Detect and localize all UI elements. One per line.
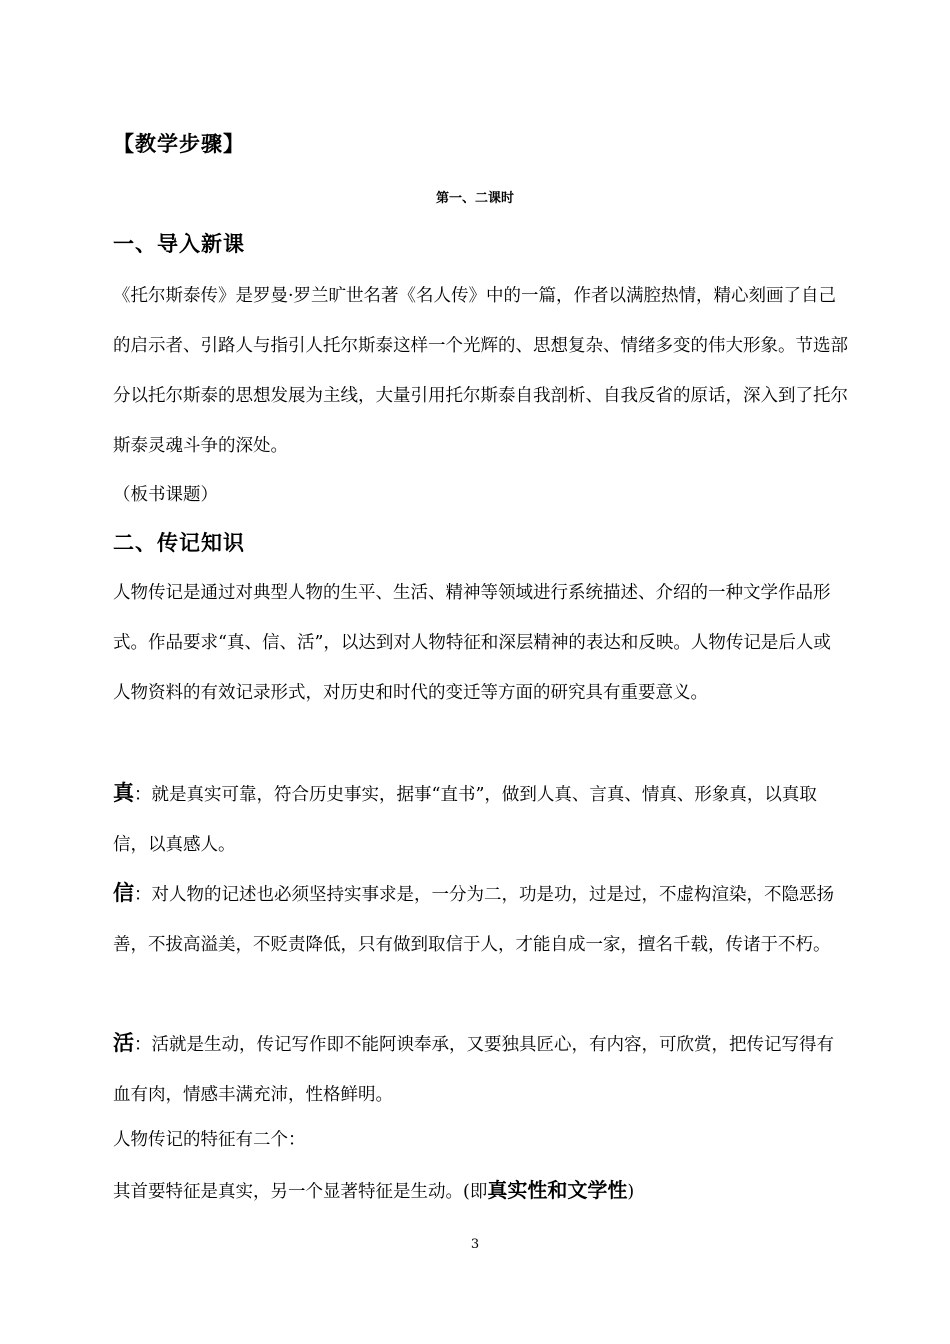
item-zhen [113,768,848,870]
item-huo-term: 活 [113,1031,134,1055]
item-xin-text: ：对人物的记述也必须坚持实事求是，一分为二，功是功，过是过，不虚构渲染，不隐恶扬善，不拔高溢美，不贬责降低，只有做到取信于人，才能自成一家，擅名千载，传诸于不朽。 [113,885,834,955]
features-line [113,1165,848,1217]
features-text: 其首要特征是真实，另一个显著特征是生动。(即 [113,1182,488,1202]
lesson-title: 第一、二课时 [435,191,514,206]
item-xin [113,868,848,970]
features-emphasis: 真实性和文学性 [487,1178,628,1202]
features-intro: 人物传记的特征有二个： [113,1130,306,1150]
part1-body: 《托尔斯泰传》是罗曼·罗兰旷世名著《名人传》中的一篇，作者以满腔热情，精心刻画了自己的启示者、引路人与指引人托尔斯泰这样一个光辉的、思想复杂、情绪多变的伟大形象。节选部分以托尔斯泰的思想发展为主线，大量引用托尔斯泰自我剖析、自我反省的原话，深入到了托尔斯泰灵魂斗争的深处。 [113,286,848,456]
section-label: 【教学步骤】 [113,132,245,156]
features-close: ) [627,1182,635,1202]
part2-heading: 二、传记知识 [113,531,245,555]
item-huo [113,1018,848,1120]
part1-note: （板书课题） [113,485,218,505]
part2-intro: 人物传记是通过对典型人物的生平、生活、精神等领域进行系统描述、介绍的一种文学作品形式。作品要求“真、信、活”，以达到对人物特征和深层精神的表达和反映。人物传记是后人或人物资料的有效记录形式，对历史和时代的变迁等方面的研究具有重要意义。 [113,583,831,703]
item-xin-term: 信 [113,881,134,905]
part1-heading: 一、导入新课 [113,232,245,256]
item-zhen-term: 真 [113,781,134,805]
item-zhen-text: ：就是真实可靠，符合历史事实，据事“直书”，做到人真、言真、情真、形象真，以真取信，以真感人。 [113,785,817,855]
item-huo-text: ：活就是生动，传记写作即不能阿谀奉承，又要独具匠心，有内容，可欣赏，把传记写得有血有肉，情感丰满充沛，性格鲜明。 [113,1035,834,1105]
page-number: 3 [470,1237,480,1252]
